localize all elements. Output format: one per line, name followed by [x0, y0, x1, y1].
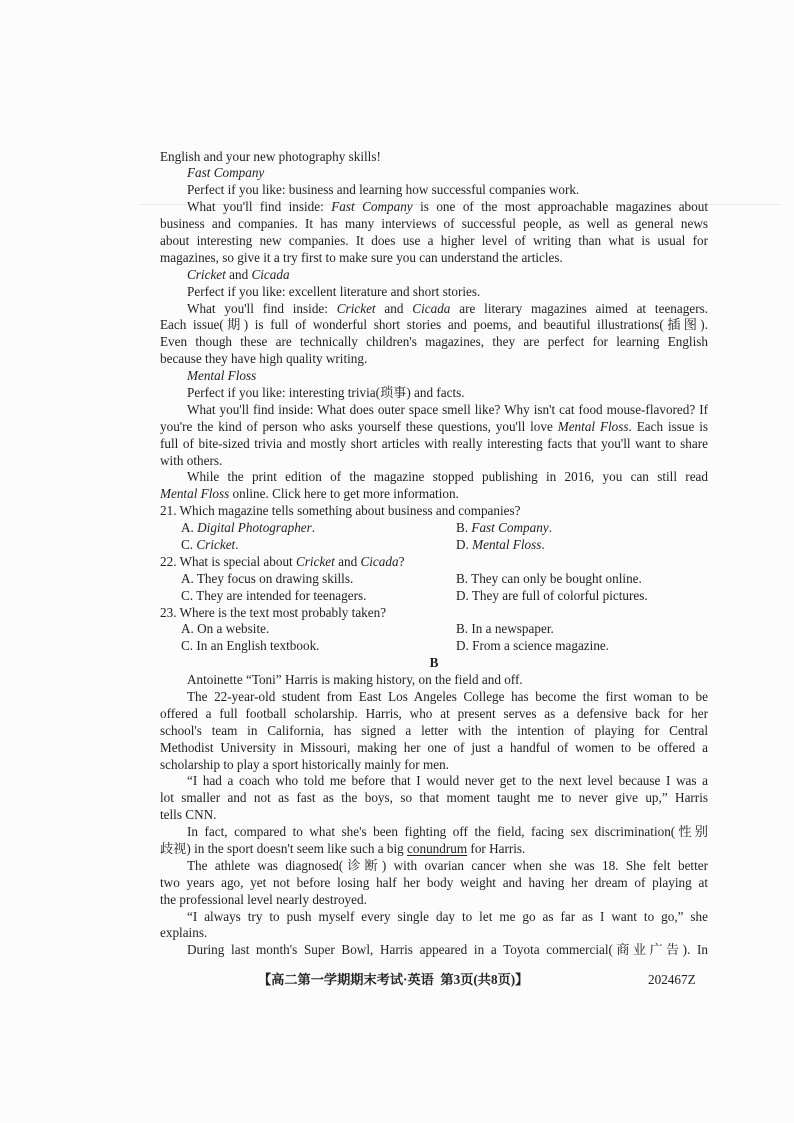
passage-b-line: During last month's Super Bowl, Harris appeared in a Toyota commercial(商业广告). In — [187, 942, 708, 958]
option-period: . — [541, 536, 545, 552]
magazine-title: Mental Floss — [557, 418, 629, 434]
option-a: A. On a website. — [181, 621, 270, 637]
text-segment: What you'll find inside: — [187, 300, 337, 316]
question-21-options-row — [160, 520, 708, 537]
underlined-word: conundrum — [407, 841, 468, 857]
passage-b-line: the professional level nearly destroyed. — [160, 891, 367, 907]
inside-line: What you'll find inside: What does outer space smell like? Why isn't cat food mouse-flavored? If — [187, 401, 708, 417]
text-segment: for Harris. — [467, 841, 526, 857]
question-22-options-row — [160, 571, 708, 588]
magazine-title: Cricket — [336, 300, 376, 316]
text-segment: is one of the most approachable magazines about — [412, 199, 708, 215]
passage-b-line: The athlete was diagnosed(诊断) with ovarian cancer when she was 18. She felt better — [187, 857, 708, 873]
text-segment: . Each issue is — [628, 418, 708, 434]
text-segment: you're the kind of person who asks yourself these questions, you'll love — [160, 418, 558, 434]
passage-b-line: scholarship to play a sport historically mainly for men. — [160, 756, 449, 772]
option-a — [181, 520, 456, 537]
magazine-title: Fast Company — [331, 199, 413, 215]
text-segment: and — [375, 300, 413, 316]
perfect-if-line: Perfect if you like: interesting trivia(琐事) and facts. — [187, 384, 465, 400]
text-segment: online. Click here to get more information. — [229, 486, 459, 502]
option-a: A. They focus on drawing skills. — [181, 570, 354, 586]
magazine-title: Mental Floss — [187, 368, 257, 384]
text-segment: ? — [398, 553, 405, 569]
inside-line — [160, 301, 708, 318]
magazine-title: Cicada — [412, 300, 451, 316]
text-segment: What you'll find inside: — [187, 199, 332, 215]
passage-b-line: The 22-year-old student from East Los Angeles College has become the first woman to be — [187, 689, 708, 704]
option-c: C. In an English textbook. — [181, 638, 320, 654]
inside-line: because they have high quality writing. — [160, 351, 368, 367]
inside-line: magazines, so give it a try first to make sure you can understand the articles. — [160, 249, 563, 265]
page-footer-title: 【高二第一学期期末考试·英语 第3页(共8页)】 — [258, 972, 529, 987]
option-letter: D. — [456, 536, 473, 552]
magazine-title: Cicada — [251, 266, 290, 282]
text-segment: 歧视) in the sport doesn't seem like such a big — [160, 841, 408, 857]
option-letter: A. — [181, 520, 198, 536]
inside-line: full of bite-sized trivia and mostly short articles with really interesting facts that you'll want to share — [160, 435, 708, 451]
passage-b-line: Methodist University in Missouri, making her one of just a handful of women to be offered a — [160, 739, 708, 755]
passage-b-line: lot smaller and not as fast as the boys, so that moment taught me to never give up,” Harris — [160, 790, 708, 806]
magazine-title: Mental Floss — [160, 486, 230, 502]
option-letter: C. — [181, 536, 197, 552]
text-segment: are literary magazines aimed at teenagers. — [450, 300, 709, 316]
question-23-options-row — [160, 638, 708, 655]
exam-page-body — [160, 149, 708, 960]
passage-b-line — [160, 841, 708, 858]
option-b: B. In a newspaper. — [456, 621, 554, 637]
inside-line — [160, 199, 708, 216]
option-d — [456, 537, 545, 554]
inside-line: with others. — [160, 452, 223, 468]
perfect-if-line: Perfect if you like: excellent literature and short stories. — [187, 283, 481, 299]
option-d: D. They are full of colorful pictures. — [456, 587, 648, 603]
passage-b-line: In fact, compared to what she's been fighting off the field, facing sex discrimination(性别 — [187, 824, 708, 840]
inside-line — [160, 419, 708, 436]
passage-b-line: tells CNN. — [160, 807, 217, 823]
perfect-if-line: Perfect if you like: business and learning how successful companies work. — [187, 182, 580, 198]
passage-b-line: two years ago, yet not before losing half her body weight and having her dream of playing at — [160, 874, 708, 890]
magazine-title: Cricket — [296, 553, 335, 569]
magazine-title: Cicada — [360, 553, 399, 569]
magazine-heading-fast-company — [160, 165, 708, 182]
inside-line: business and companies. It has many interviews of successful people, as well as general news — [160, 216, 708, 232]
magazine-heading-mental-floss — [160, 368, 708, 385]
passage-b-line: school's team in California, has signed a letter with the intention of playing for Central — [160, 722, 708, 738]
question-21-stem: 21. Which magazine tells something about business and companies? — [160, 503, 521, 519]
option-period: . — [548, 520, 552, 536]
option-b — [456, 520, 552, 537]
question-22-options-row — [160, 588, 708, 605]
option-period: . — [235, 536, 239, 552]
note-line: While the print edition of the magazine stopped publishing in 2016, you can still read — [187, 469, 708, 485]
option-period: . — [311, 520, 316, 536]
option-title: Cricket — [196, 536, 236, 552]
question-21-options-row — [160, 537, 708, 554]
magazine-title: Fast Company — [187, 165, 265, 181]
option-title: Fast Company — [471, 520, 549, 536]
passage-b-line: “I had a coach who told me before that I would never get to the next level because I was a — [187, 773, 708, 789]
text-segment: and — [334, 553, 361, 569]
page-footer-code: 202467Z — [648, 972, 696, 987]
magazine-title: Cricket — [187, 266, 226, 282]
passage-b-line: offered a full football scholarship. Harris, who at present serves as a defensive back for her — [160, 705, 708, 721]
option-c: C. They are intended for teenagers. — [181, 587, 367, 603]
text-segment: 22. What is special about — [160, 553, 296, 569]
magazine-heading-cricket-cicada — [160, 267, 708, 284]
option-letter: B. — [456, 520, 472, 536]
inside-line: Even though these are technically children's magazines, they are perfect for learning English — [160, 334, 708, 350]
question-23-options-row — [160, 621, 708, 638]
option-b: B. They can only be bought online. — [456, 570, 642, 586]
option-c — [181, 537, 456, 554]
question-23-stem: 23. Where is the text most probably taken? — [160, 604, 387, 620]
option-title: Digital Photographer — [197, 520, 312, 536]
inside-line: Each issue(期) is full of wonderful short stories and poems, and beautiful illustrations(插图). — [160, 317, 708, 333]
note-line — [160, 486, 708, 503]
passage-b-line: Antoinette “Toni” Harris is making history, on the field and off. — [187, 672, 523, 688]
passage-a-continuation: English and your new photography skills! — [160, 148, 381, 164]
text-segment: and — [225, 266, 252, 282]
passage-b-line: explains. — [160, 925, 208, 941]
question-22-stem — [160, 554, 708, 571]
passage-b-line: “I always try to push myself every single day to let me go as far as I want to go,” she — [187, 908, 708, 924]
option-title: Mental Floss — [472, 536, 542, 552]
inside-line: about interesting new companies. It does use a higher level of writing than what is usual for — [160, 232, 708, 248]
section-label-b: B — [429, 655, 439, 671]
option-d: D. From a science magazine. — [456, 638, 610, 654]
